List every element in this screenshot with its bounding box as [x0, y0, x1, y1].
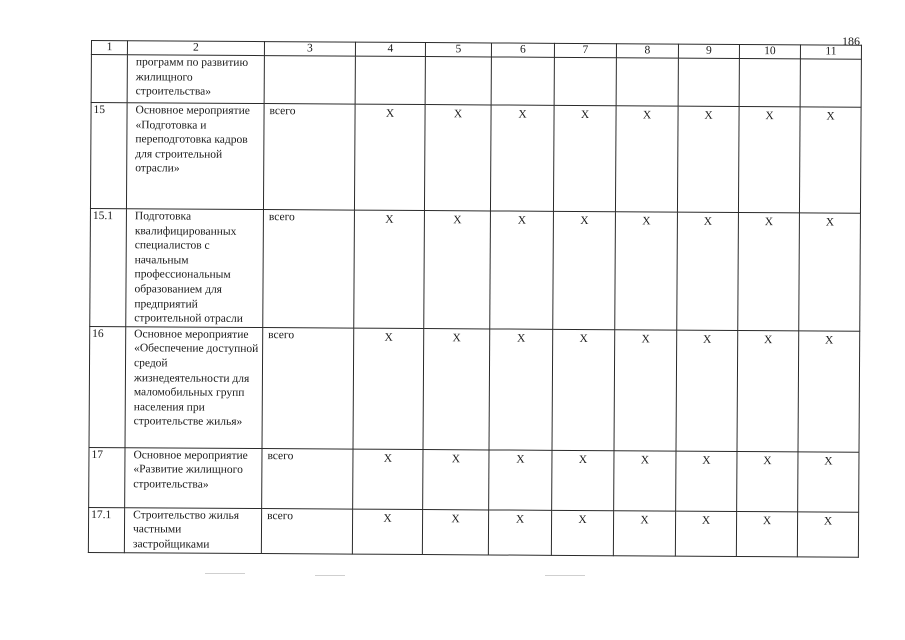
activity-name: Строительство жилья частными застройщиками [124, 507, 261, 553]
mark-cell: Х [551, 510, 613, 555]
row-number: 15.1 [90, 208, 127, 326]
activity-name: Основное мероприятие «Обеспечение доступной средой жизнедеятельности для маломобильных групп населения при строительстве жилья» [125, 326, 263, 448]
funding-source [264, 56, 355, 105]
empty-cell [355, 56, 425, 104]
row-number: 17 [89, 447, 125, 507]
funding-source: всего [262, 448, 353, 509]
mark-cell: Х [737, 451, 798, 511]
row-number: 16 [89, 326, 126, 447]
mark-cell: Х [488, 510, 551, 555]
empty-cell [554, 57, 616, 105]
table-row [89, 447, 859, 512]
scan-artifact-line [205, 573, 245, 574]
mark-cell: Х [423, 328, 490, 449]
mark-cell: Х [615, 212, 678, 330]
table-row [90, 208, 861, 330]
mark-cell: Х [490, 105, 554, 211]
mark-cell: Х [553, 211, 616, 329]
funding-source: всего [262, 327, 354, 449]
mark-cell: Х [677, 212, 739, 330]
funding-source: всего [263, 210, 355, 328]
page-number: 186 [842, 34, 860, 48]
row-number: 15 [90, 103, 127, 209]
mark-cell: Х [422, 509, 488, 554]
mark-cell: Х [614, 329, 677, 450]
table-row [88, 507, 858, 557]
mark-cell: Х [424, 211, 491, 329]
activity-name: Основное мероприятие «Подготовка и переподготовка кадров для строительной отрасли» [126, 103, 264, 210]
empty-cell [678, 58, 739, 106]
activity-name: Основное мероприятие «Развитие жилищного строительства» [125, 447, 262, 508]
column-number: 8 [616, 44, 678, 58]
row-number: 17.1 [88, 507, 124, 552]
mark-cell: Х [613, 510, 675, 555]
scan-artifact-line [545, 575, 585, 576]
mark-cell: Х [798, 452, 859, 512]
row-number [91, 55, 127, 103]
mark-cell: Х [738, 106, 800, 212]
column-number: 5 [425, 43, 491, 57]
mark-cell: Х [675, 511, 736, 556]
empty-cell [616, 58, 678, 106]
column-number: 9 [678, 44, 739, 58]
table-row [89, 326, 860, 452]
mark-cell: Х [676, 451, 737, 511]
mark-cell: Х [799, 107, 861, 213]
mark-cell: Х [490, 211, 554, 329]
column-number: 4 [355, 42, 425, 56]
column-number: 6 [491, 43, 554, 57]
scan-artifact-line [315, 575, 345, 576]
mark-cell: Х [424, 105, 491, 211]
mark-cell: Х [423, 449, 489, 509]
empty-cell [739, 58, 800, 106]
activity-name: Подготовка квалифицированных специалистов с начальным профессиональным образованием для предприятий строительной отрасли [126, 209, 264, 328]
column-number: 10 [739, 44, 800, 58]
empty-cell [800, 59, 861, 107]
column-number: 3 [264, 42, 355, 57]
program-table [88, 40, 862, 557]
mark-cell: Х [353, 449, 423, 509]
mark-cell: Х [738, 212, 800, 330]
column-number: 11 [800, 45, 861, 59]
mark-cell: Х [552, 329, 615, 450]
program-table-container [88, 40, 861, 557]
table-row [90, 103, 861, 214]
empty-cell [425, 57, 491, 105]
empty-cell [491, 57, 554, 105]
column-number: 1 [91, 41, 127, 55]
mark-cell: Х [614, 450, 676, 510]
mark-cell: Х [799, 213, 861, 331]
mark-cell: Х [676, 330, 738, 451]
funding-source: всего [261, 508, 352, 554]
mark-cell: Х [737, 330, 799, 451]
activity-name: программ по развитию жилищного строительства» [127, 55, 264, 104]
mark-cell: Х [354, 210, 425, 328]
mark-cell: Х [615, 106, 678, 212]
funding-source: всего [263, 104, 355, 211]
mark-cell: Х [677, 106, 739, 212]
mark-cell: Х [736, 511, 797, 556]
mark-cell: Х [553, 105, 616, 211]
mark-cell: Х [354, 104, 425, 210]
mark-cell: Х [353, 328, 424, 449]
column-number: 2 [127, 41, 264, 56]
mark-cell: Х [352, 509, 422, 554]
table-row-continuation [91, 55, 861, 108]
mark-cell: Х [552, 450, 614, 510]
mark-cell: Х [489, 450, 552, 510]
mark-cell: Х [489, 329, 553, 450]
mark-cell: Х [798, 331, 860, 452]
mark-cell: Х [797, 512, 858, 557]
column-number: 7 [554, 43, 616, 57]
